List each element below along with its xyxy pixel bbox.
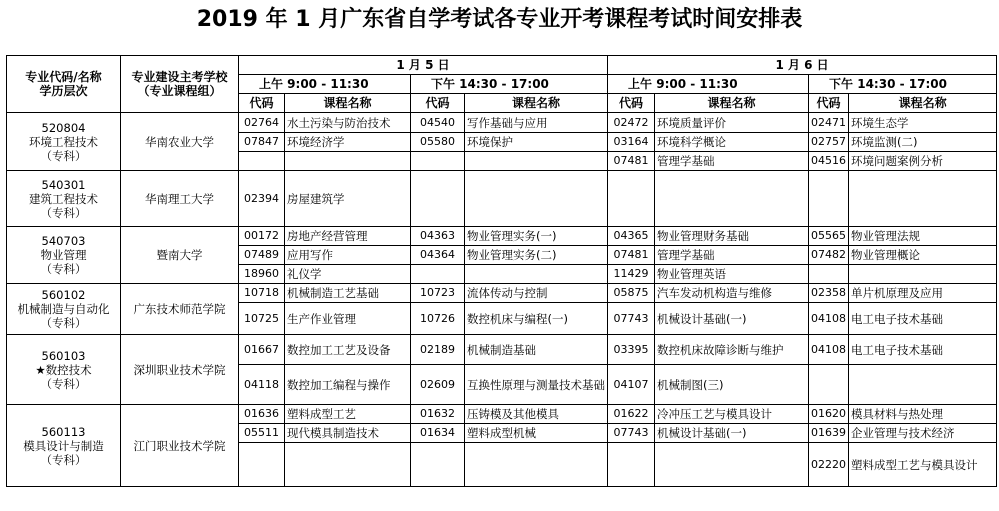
course-code: 01639 [809,424,849,443]
course-name: 数控加工工艺及设备 [285,335,411,365]
course-code [809,171,849,227]
major-cell [7,227,121,284]
course-code [809,265,849,284]
course-code [411,152,465,171]
course-code: 02609 [411,365,465,405]
course-code: 05511 [239,424,285,443]
course-code: 02757 [809,133,849,152]
course-name: 塑料成型工艺与模具设计 [849,443,997,487]
course-code: 04363 [411,227,465,246]
course-name: 物业管理财务基础 [655,227,809,246]
school-cell: 深圳职业技术学院 [121,335,239,405]
major-code: 560113 [41,424,86,439]
course-code: 10726 [411,303,465,335]
course-code: 02394 [239,171,285,227]
course-code: 11429 [608,265,655,284]
course-name: 数控机床故障诊断与维护 [655,335,809,365]
course-name: 机械设计基础(一) [655,303,809,335]
major-name: ★数控技术 [35,362,92,377]
school-cell: 华南农业大学 [121,113,239,171]
course-code: 10718 [239,284,285,303]
course-name: 水土污染与防治技术 [285,113,411,133]
course-name: 写作基础与应用 [465,113,608,133]
course-name: 塑料成型机械 [465,424,608,443]
course-code: 01632 [411,405,465,424]
course-name [285,152,411,171]
course-name: 物业管理实务(一) [465,227,608,246]
course-name: 模具材料与热处理 [849,405,997,424]
course-code: 04516 [809,152,849,171]
course-code: 02764 [239,113,285,133]
course-code: 00172 [239,227,285,246]
course-name [465,152,608,171]
course-name [655,171,809,227]
major-cell [7,284,121,335]
table-row [7,335,997,365]
major-code: 560102 [41,288,86,302]
header-day-2: 1 月 6 日 [608,56,997,75]
course-name: 物业管理概论 [849,246,997,265]
course-code: 02189 [411,335,465,365]
course-name: 压铸模及其他模具 [465,405,608,424]
course-code [411,171,465,227]
major-name: 建筑工程技术 [29,191,98,206]
course-name: 房地产经营管理 [285,227,411,246]
course-name [465,171,608,227]
course-code [608,443,655,487]
major-name: 模具设计与制造 [23,438,104,453]
course-code: 03395 [608,335,655,365]
course-code: 07743 [608,303,655,335]
course-name [655,443,809,487]
major-code: 520804 [41,120,86,135]
course-code: 04108 [809,303,849,335]
course-code: 07847 [239,133,285,152]
course-code: 07482 [809,246,849,265]
course-name: 单片机原理及应用 [849,284,997,303]
course-name: 机械制造基础 [465,335,608,365]
course-code: 04540 [411,113,465,133]
major-level: （专科） [40,205,87,220]
course-code: 03164 [608,133,655,152]
course-name [849,365,997,405]
course-name: 环境问题案例分析 [849,152,997,171]
course-code: 10725 [239,303,285,335]
header-code-label: 代码 [809,94,849,113]
course-code: 07489 [239,246,285,265]
course-code: 02471 [809,113,849,133]
major-code: 540703 [41,234,86,248]
course-code: 02220 [809,443,849,487]
course-name: 生产作业管理 [285,303,411,335]
major-cell [7,405,121,487]
header-name-label: 课程名称 [849,94,997,113]
school-cell: 暨南大学 [121,227,239,284]
course-name: 房屋建筑学 [285,171,411,227]
course-code: 01620 [809,405,849,424]
course-code: 04365 [608,227,655,246]
course-name: 环境生态学 [849,113,997,133]
course-code: 01636 [239,405,285,424]
course-code [809,365,849,405]
course-name: 应用写作 [285,246,411,265]
school-cell: 广东技术师范学院 [121,284,239,335]
course-name: 数控机床与编程(一) [465,303,608,335]
course-name: 环境保护 [465,133,608,152]
course-name: 流体传动与控制 [465,284,608,303]
course-name: 物业管理英语 [655,265,809,284]
major-level: （专科） [40,316,87,330]
major-level: （专科） [40,262,87,276]
course-code: 02472 [608,113,655,133]
major-code: 560103 [41,348,86,363]
course-code: 01634 [411,424,465,443]
major-level: （专科） [40,452,87,467]
course-code: 07481 [608,152,655,171]
header-session-1: 上午 9:00 - 11:30 [239,75,411,94]
course-name: 冷冲压工艺与模具设计 [655,405,809,424]
course-name: 汽车发动机构造与维修 [655,284,809,303]
course-name: 物业管理实务(二) [465,246,608,265]
course-name [849,265,997,284]
course-name: 电工电子技术基础 [849,303,997,335]
major-cell [7,335,121,405]
major-level: （专科） [40,376,87,391]
course-name: 物业管理法规 [849,227,997,246]
major-code: 540301 [41,177,86,192]
course-name: 机械设计基础(一) [655,424,809,443]
course-name [465,443,608,487]
course-code: 04107 [608,365,655,405]
course-name: 机械制造工艺基础 [285,284,411,303]
course-name: 礼仪学 [285,265,411,284]
course-code: 01667 [239,335,285,365]
course-name: 环境监测(二) [849,133,997,152]
course-code [239,152,285,171]
course-name: 电工电子技术基础 [849,335,997,365]
header-session-4: 下午 14:30 - 17:00 [809,75,997,94]
course-name: 环境质量评价 [655,113,809,133]
course-name: 互换性原理与测量技术基础 [465,365,608,405]
major-level: （专科） [40,148,87,163]
header-session-3: 上午 9:00 - 11:30 [608,75,809,94]
course-code: 01622 [608,405,655,424]
table-row [7,171,997,227]
course-name [285,443,411,487]
course-name: 企业管理与技术经济 [849,424,997,443]
page-title: 2019 年 1 月广东省自学考试各专业开考课程考试时间安排表 [196,7,803,32]
header-name-label: 课程名称 [285,94,411,113]
course-code: 04108 [809,335,849,365]
course-code: 18960 [239,265,285,284]
course-code [239,443,285,487]
header-name-label: 课程名称 [465,94,608,113]
course-code: 05580 [411,133,465,152]
course-name: 数控加工编程与操作 [285,365,411,405]
course-code: 05565 [809,227,849,246]
course-name [849,171,997,227]
course-name: 现代模具制造技术 [285,424,411,443]
major-name: 环境工程技术 [29,134,98,149]
course-code: 02358 [809,284,849,303]
table-row [7,284,997,303]
course-code [608,171,655,227]
major-name: 物业管理 [40,248,87,262]
course-code: 04364 [411,246,465,265]
header-day-1: 1 月 5 日 [239,56,608,75]
course-code: 04118 [239,365,285,405]
major-cell [7,171,121,227]
course-code [411,443,465,487]
header-code-label: 代码 [411,94,465,113]
course-name: 机械制图(三) [655,365,809,405]
course-name [465,265,608,284]
course-name: 环境科学概论 [655,133,809,152]
exam-schedule-table [6,55,997,487]
school-cell: 江门职业技术学院 [121,405,239,487]
course-name: 管理学基础 [655,152,809,171]
table-row [7,405,997,424]
course-code: 05875 [608,284,655,303]
header-code-label: 代码 [239,94,285,113]
course-name: 环境经济学 [285,133,411,152]
course-code: 07743 [608,424,655,443]
course-code [411,265,465,284]
major-name: 机械制造与自动化 [17,302,110,316]
school-cell: 华南理工大学 [121,171,239,227]
header-code-label: 代码 [608,94,655,113]
course-name: 管理学基础 [655,246,809,265]
course-name: 塑料成型工艺 [285,405,411,424]
header-name-label: 课程名称 [655,94,809,113]
header-session-2: 下午 14:30 - 17:00 [411,75,608,94]
table-row [7,227,997,246]
major-cell [7,113,121,171]
table-row [7,113,997,133]
header-major: 专业代码/名称 学历层次 [7,56,121,113]
header-school: 专业建设主考学校 （专业课程组） [121,56,239,113]
course-code: 07481 [608,246,655,265]
course-code: 10723 [411,284,465,303]
